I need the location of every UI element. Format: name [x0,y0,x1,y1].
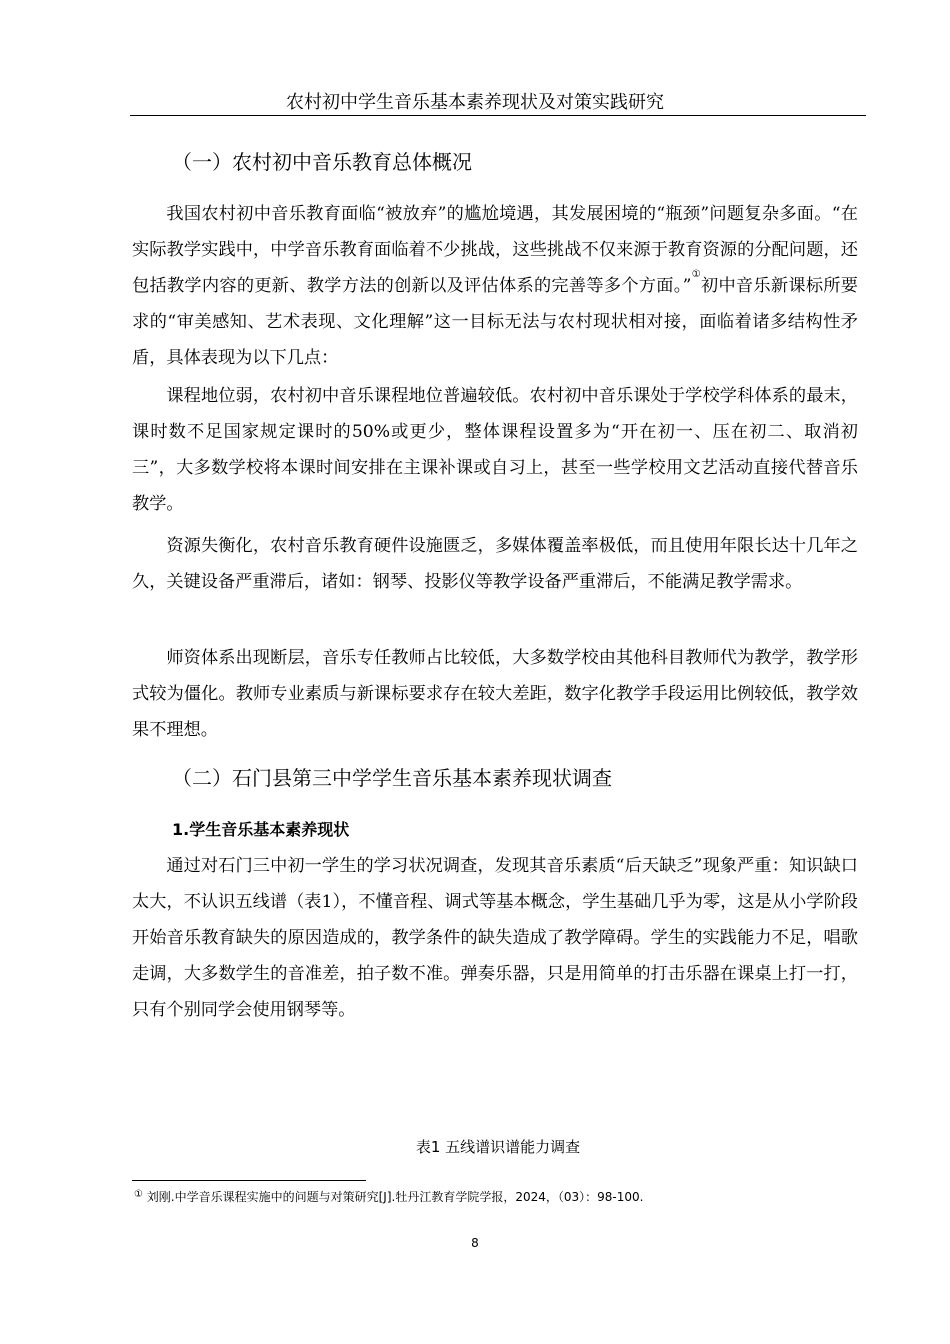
page-number: 8 [471,1236,479,1250]
paragraph-curriculum-status: 课程地位弱，农村初中音乐课程地位普遍较低。农村初中音乐课处于学校学科体系的最末，课时数不足国家规定课时的50%或更少，整体课程设置多为“开在初一、压在初二、取消初三”，大多数学校将本课时间安排在主课补课或自习上，甚至一些学校用文艺活动直接代替音乐教学。 [132,386,858,514]
footnote-reference[interactable]: ① [691,269,701,280]
footnote [134,1188,643,1206]
header-divider [130,115,866,116]
section-heading-survey: （二）石门县第三中学学生音乐基本素养现状调查 [172,766,612,790]
footnote-marker: ① [134,1189,143,1200]
paragraph-survey-findings: 通过对石门三中初一学生的学习状况调查，发现其音乐素质“后天缺乏”现象严重：知识缺口太大，不认识五线谱（表1），不懂音程、调式等基本概念，学生基础几乎为零，这是从小学阶段开始音乐教育缺失的原因造成的，教学条件的缺失造成了教学障碍。学生的实践能力不足，唱歌走调，大多数学生的音准差，拍子数不准。弹奏乐器，只是用简单的打击乐器在课桌上打一打，只有个别同学会使用钢琴等。 [132,856,858,1020]
table-caption: 表1 五线谱识谱能力调查 [415,1138,581,1156]
section-heading-overview: （一）农村初中音乐教育总体概况 [172,150,472,174]
paragraph-text-continued: 初中音乐新课标所要求的“审美感知、艺术表现、文化理解”这一目标无法与农村现状相对接，面临着诸多结构性矛盾，具体表现为以下几点： [132,276,858,368]
paragraph-teacher-system: 师资体系出现断层，音乐专任教师占比较低，大多数学校由其他科目教师代为教学，教学形式较为僵化。教师专业素质与新课标要求存在较大差距，数字化教学手段运用比例较低，教学效果不理想。 [132,648,858,740]
paragraph-resource-imbalance: 资源失衡化，农村音乐教育硬件设施匮乏，多媒体覆盖率极低，而且使用年限长达十几年之久，关键设备严重滞后，诸如：钢琴、投影仪等教学设备严重滞后，不能满足教学需求。 [132,536,858,592]
subsection-heading-current-status: 1.学生音乐基本素养现状 [172,820,350,839]
paragraph-overview-intro [132,196,858,376]
paragraph-text: 我国农村初中音乐教育面临“被放弃”的尴尬境遇，其发展困境的“瓶颈”问题复杂多面。“在实际教学实践中，中学音乐教育面临着不少挑战，这些挑战不仅来源于教育资源的分配问题，还包括教学内容的更新、教学方法的创新以及评估体系的完善等多个方面。” [132,204,858,296]
footnote-divider [132,1180,366,1181]
footnote-text: 刘刚.中学音乐课程实施中的问题与对策研究[J].牡丹江教育学院学报，2024，（03）：98-100. [142,1190,644,1204]
running-header-title: 农村初中学生音乐基本素养现状及对策实践研究 [286,92,664,113]
